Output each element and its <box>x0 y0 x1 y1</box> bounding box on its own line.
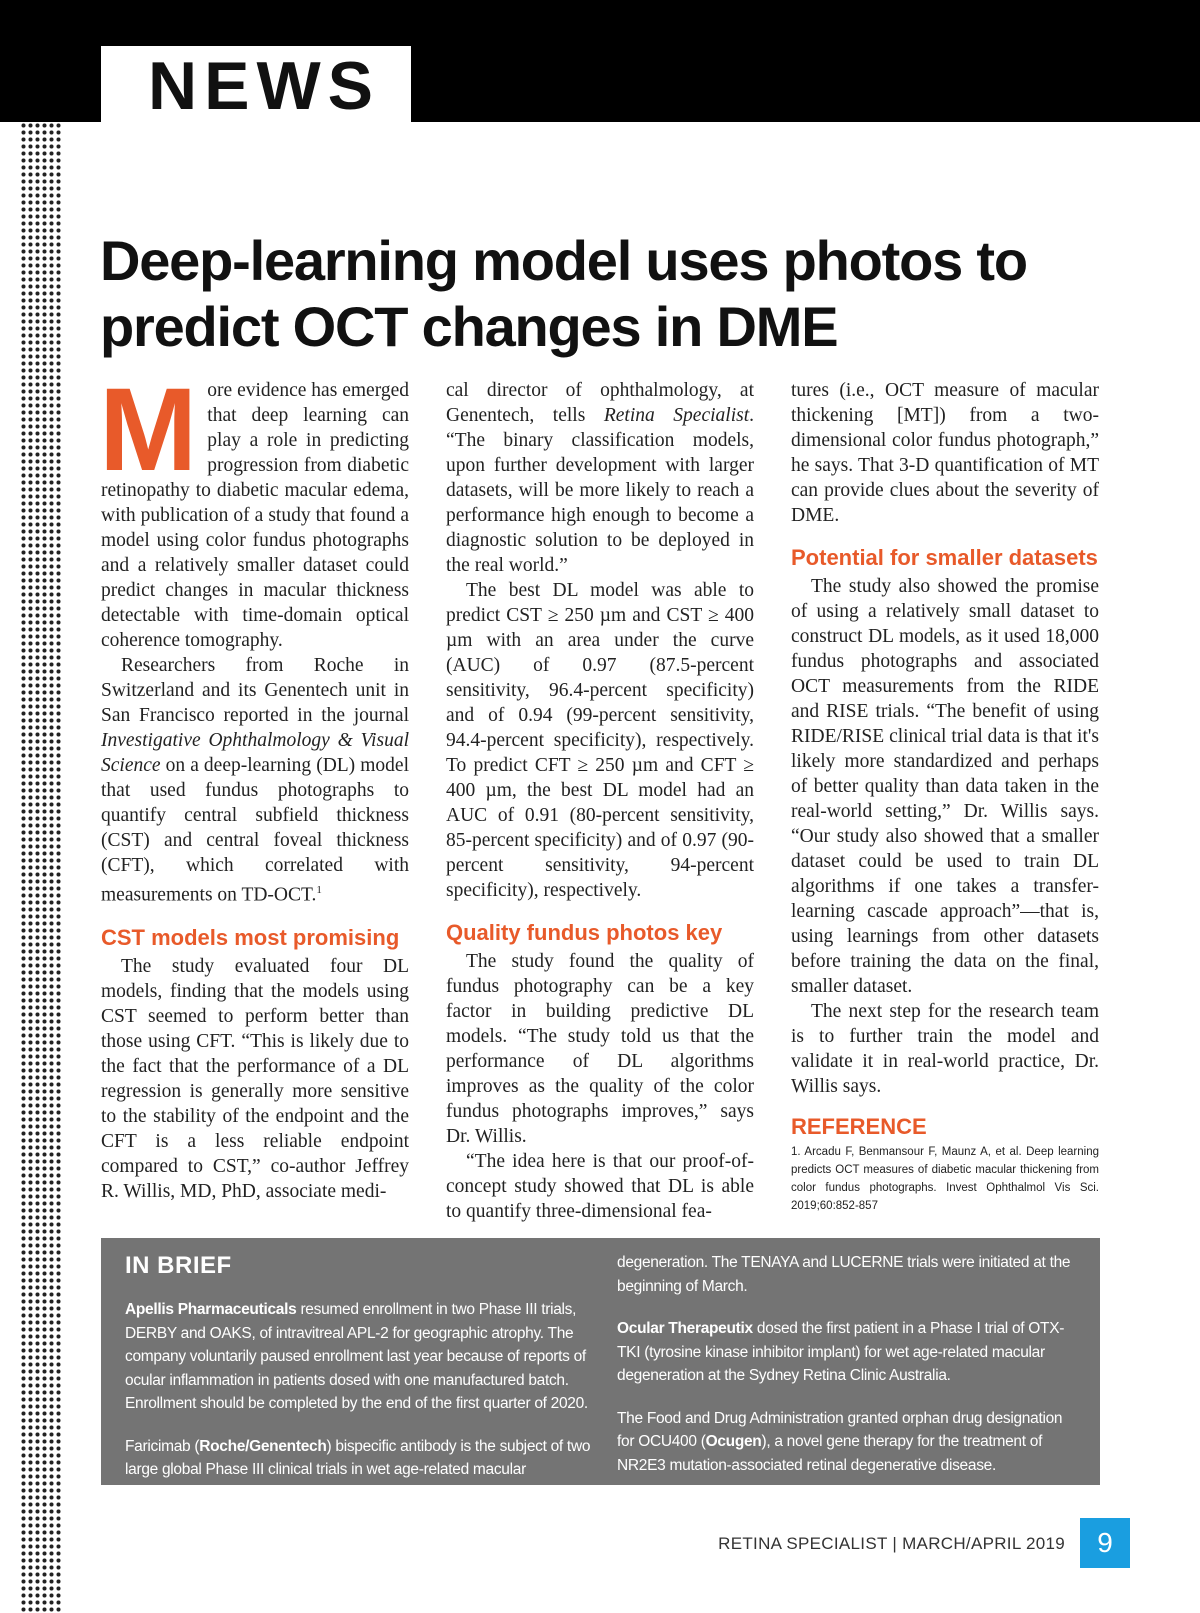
article-paragraph: “The idea here is that our proof-of-concept study showed that DL is able to quantify three-dimensional fea- <box>446 1151 754 1222</box>
subheading: CST models most promising <box>101 924 400 950</box>
in-brief-column-1 <box>125 1298 595 1501</box>
article-paragraph: tures (i.e., OCT measure of macular thickening [MT]) from a two-dimensional color fundus photograph,” he says. That 3-D quantification of MT can provide clues about the severity of DME. <box>791 380 1099 526</box>
article-column-1 <box>99 364 409 1204</box>
subheading: Quality fundus photos key <box>446 920 723 945</box>
article-paragraph: The study found the quality of fundus photography can be a key factor in building predictive DL models. “The study told us that the performance of DL algorithms improves as the quality of the color fundus photographs improves,” says Dr. Willis. <box>446 951 754 1147</box>
article-paragraph: Researchers from Roche in Switzerland and its Genentech unit in San Francisco reported in the journal Investigative Ophthalmology & Visual Science on a deep-learning (DL) model that used fundus photographs to quantify central subfield thickness (CST) and central foveal thickness (CFT), which correlated with measurements on TD-OCT.$^1$ <box>101 655 409 906</box>
page-number-badge: 9 <box>1080 1518 1130 1568</box>
drop-cap: M <box>99 364 198 496</box>
article-paragraph: The study evaluated four DL models, finding that the models using CST seemed to perform better than those using CFT. “This is likely due to the fact that the performance of a DL regression is generally more sensitive to the stability of the endpoint and the CFT is a less reliable endpoint compared to CST,” co-author Jeffrey R. Willis, MD, PhD, associate medi- <box>101 955 409 1202</box>
article-column-2 <box>446 378 754 1224</box>
reference-heading: REFERENCE <box>791 1114 927 1139</box>
in-brief-column-2 <box>617 1251 1082 1496</box>
subheading: Potential for smaller datasets <box>791 545 1098 570</box>
magazine-name: Retina Specialist <box>603 405 750 426</box>
brief-item: Faricimab (Roche/Genentech) bispecific antibody is the subject of two large global Phase III clinical trials in wet age-related macular <box>125 1437 591 1478</box>
footer-publication-line: RETINA SPECIALIST | MARCH/APRIL 2019 <box>718 1534 1065 1553</box>
article-column-3 <box>791 378 1099 1215</box>
brief-item: Apellis Pharmaceuticals resumed enrollment in two Phase III trials, DERBY and OAKS, of intravitreal APL-2 for geographic atrophy. The company voluntarily paused enrollment last year because of reports of ocular inflammation in patients dosed with one manufactured batch. Enrollment should be completed by the end of the first quarter of 2020. <box>125 1301 588 1412</box>
article-paragraph: The next step for the research team is to further train the model and validate it in real-world practice, Dr. Willis says. <box>791 1001 1099 1097</box>
article-paragraph: cal director of ophthalmology, at Genentech, tells Retina Specialist. “The binary classification models, upon further development with larger datasets, will be more likely to reach a performance high enough to become a diagnostic solution to be deployed in the real world.” <box>446 380 754 576</box>
article-paragraph: The study also showed the promise of using a relatively small dataset to construct DL models, as it used 18,000 fundus photographs and associated OCT measurements from the RIDE and RISE trials. “The benefit of using RIDE/RISE clinical trial data is that it's likely more standardized and perhaps of better quality than data taken in the real-world setting,” Dr. Willis says. “Our study also showed that a smaller dataset could be used to train DL algorithms if one takes a transfer-learning cascade approach”—that is, using learnings from other datasets before training the data on the final, smaller dataset. <box>791 576 1099 997</box>
reference-marker: 1 <box>316 884 322 896</box>
article-paragraph: The best DL model was able to predict CST ≥ 250 µm and CST ≥ 400 µm with an area under the curve (AUC) of 0.97 (87.5-percent sensitivity, 96.4-percent specificity) and of 0.94 (99-percent sensitivity, 94.4-percent specificity), respectively. To predict CFT ≥ 250 µm and CFT ≥ 400 µm, the best DL model had an AUC of 0.91 (80-percent sensitivity, 85-percent specificity) and of 0.97 (90-percent sensitivity, 94-percent specificity), respectively. <box>446 580 754 901</box>
article-headline: Deep-learning model uses photos to predict OCT changes in DME <box>100 229 1027 358</box>
article-paragraph: More evidence has emerged that deep learning can play a role in predicting progression from diabetic retinopathy to diabetic macular edema, with publication of a study that found a model using color fundus photographs and a relatively smaller dataset could predict changes in macular thickness detectable with time-domain optical coherence tomography. <box>99 364 409 651</box>
brief-item: The Food and Drug Administration granted orphan drug designation for OCU400 (Ocugen), a novel gene therapy for the treatment of NR2E3 mutation-associated retinal degenerative disease. <box>617 1409 1063 1474</box>
dot-pattern-decoration <box>20 122 62 1613</box>
journal-name: Investigative Ophthalmology & Visual Science <box>101 730 409 776</box>
reference-text: 1. Arcadu F, Benmansour F, Maunz A, et al. Deep learning predicts OCT measures of diabetic macular thickening from color fundus photographs. Invest Ophthalmol Vis Sci. 2019;60:852-857 <box>791 1146 1099 1212</box>
in-brief-box <box>101 1238 1100 1485</box>
section-label: NEWS <box>148 48 380 124</box>
in-brief-title: IN BRIEF <box>125 1252 232 1279</box>
brief-item: Ocular Therapeutix dosed the first patient in a Phase I trial of OTX-TKI (tyrosine kinase inhibitor implant) for wet age-related macular degeneration at the Sydney Retina Clinic Australia. <box>617 1320 1065 1384</box>
brief-item: degeneration. The TENAYA and LUCERNE trials were initiated at the beginning of March. <box>617 1254 1071 1295</box>
